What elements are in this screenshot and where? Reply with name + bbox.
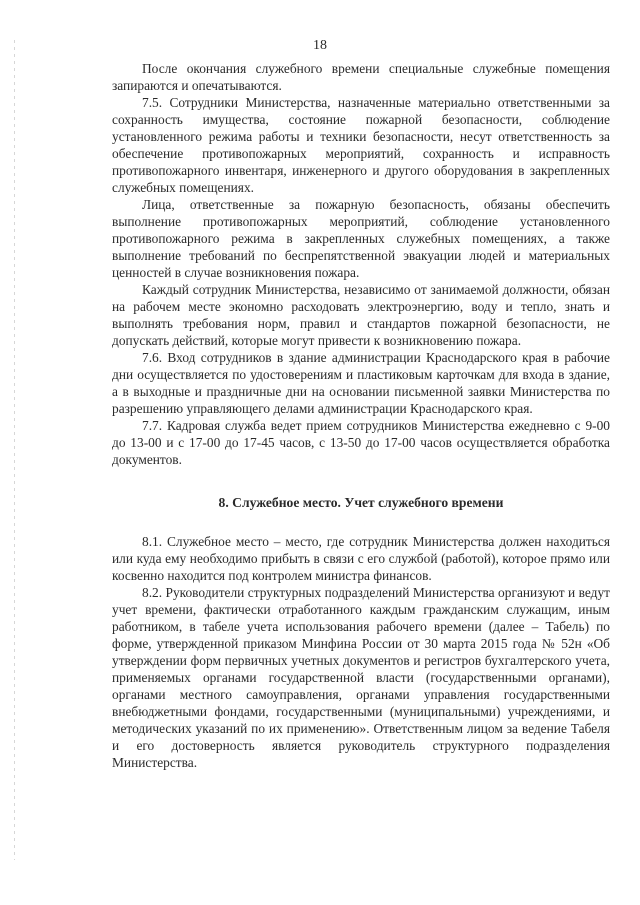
paragraph-7-5: 7.5. Сотрудники Министерства, назначенные материально ответственными за сохранность имущества, состояние пожарной безопасности, соблюдение установленного режима работы и техники безопасности, несут ответственность за обеспечение противопожарных мероприятий, сохранность и исправность противопожарного инвентаря, инженерного и другого оборудования в закрепленных служебных помещениях. xyxy=(112,95,610,195)
paragraph-7-6: 7.6. Вход сотрудников в здание администрации Краснодарского края в рабочие дни осуществляется по удостоверениям и пластиковым карточкам для входа в здание, а в выходные и праздничные дни на основании письменной заявки Министерства по разрешению управляющего делами администрации Краснодарского края. xyxy=(112,350,610,416)
paragraph-8-1: 8.1. Служебное место – место, где сотрудник Министерства должен находиться или куда ему необходимо прибыть в связи с его службой (работой), которое прямо или косвенно находится под контролем министра финансов. xyxy=(112,534,610,583)
section-heading: 8. Служебное место. Учет служебного времени xyxy=(218,495,504,510)
paragraph-7-7: 7.7. Кадровая служба ведет прием сотрудников Министерства ежедневно с 9-00 до 13-00 и с 17-00 до 17-45 часов, с 13-50 до 17-00 часов осуществляется обработка документов. xyxy=(112,418,610,467)
page-number: 18 xyxy=(313,38,327,53)
paragraph-fire-safety-persons: Лица, ответственные за пожарную безопасность, обязаны обеспечить выполнение противопожарных мероприятий, соблюдение установленного противопожарного режима в закрепленных служебных помещениях, а также выполнение требований по беспрепятственной эвакуации людей и материальных ценностей в случае возникновения пожара. xyxy=(112,197,610,280)
scan-edge-line xyxy=(14,40,15,860)
document-body xyxy=(112,60,610,771)
paragraph-premises-sealing: После окончания служебного времени специальные служебные помещения запираются и опечатываются. xyxy=(112,61,610,93)
paragraph-each-employee: Каждый сотрудник Министерства, независимо от занимаемой должности, обязан на рабочем месте экономно расходовать электроэнергию, воду и тепло, знать и выполнять требования норм, правил и стандартов пожарной безопасности, не допускать действий, которые могут привести к возникновению пожара. xyxy=(112,282,610,348)
paragraph-8-2: 8.2. Руководители структурных подразделений Министерства организуют и ведут учет времени, фактически отработанного каждым гражданским служащим, иным работником, в табеле учета использования рабочего времени (далее – Табель) по форме, утвержденной приказом Минфина России от 30 марта 2015 года № 52н «Об утверждении форм первичных учетных документов и регистров бухгалтерского учета, применяемых органами государственной власти (государственными органами), органами местного самоуправления, органами управления государственными внебюджетными фондами, государственными (муниципальными) учреждениями, и методических указаний по их применению». Ответственным лицом за ведение Табеля и его достоверность является руководитель структурного подразделения Министерства. xyxy=(112,585,610,770)
